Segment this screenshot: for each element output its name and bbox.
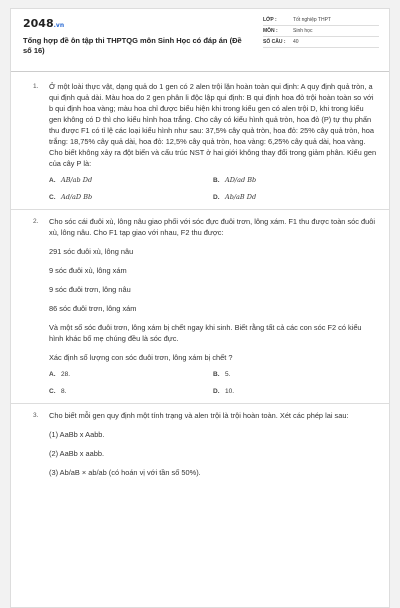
question-1: [25, 81, 377, 203]
meta-row-subject: [263, 26, 379, 37]
question-2: [25, 216, 377, 397]
result-line: 9 sóc đuôi trơn, lông nâu: [49, 285, 131, 294]
cross-line: (3) Ab/aB × ab/ab (có hoán vị với tần số 50%).: [49, 468, 201, 477]
document-meta: [263, 15, 379, 48]
meta-key: SỐ CÂU :: [263, 39, 286, 45]
option-c[interactable]: [49, 192, 213, 203]
question-number: 3.: [33, 412, 39, 419]
option-d[interactable]: [213, 192, 377, 203]
option-b[interactable]: [213, 175, 377, 186]
option-letter: B.: [213, 177, 220, 184]
option-letter: C.: [49, 388, 56, 395]
meta-value: Tốt nghiệp THPT: [293, 17, 331, 23]
result-line: 9 sóc đuôi xù, lông xám: [49, 266, 127, 275]
header-divider: [11, 71, 389, 72]
question-text: Cho biết mỗi gen quy định một tính trạng và alen trội là trội hoàn toàn. Xét các phép lai sau:: [49, 411, 349, 420]
option-text: 10.: [225, 388, 235, 395]
option-letter: A.: [49, 371, 56, 378]
question-text: Ở một loài thực vật, dạng quả do 1 gen có 2 alen trội lặn hoàn toàn qui định: A quy định quả tròn, a qui định quả dài. Màu hoa do 2 gen phân li độc lập qui định: B qui định hoa đỏ trội hoàn toàn so với b qui định hoa vàng; màu hoa chỉ được biểu hiện khi trong kiểu gen có alen trội D, khi trong kiểu gen không có D thì cho kiểu hình hoa trắng. Cho cây có kiểu hình quả tròn, hoa đỏ (P) tự thụ phấn thu được F1 có tỉ lệ các loại kiểu hình như sau: 37,5% cây quả tròn, hoa đỏ: 25% cây quả tròn, hoa trắng: 18,75% cây quả dài, hoa đỏ: 12,5% cây quả tròn, hoa vàng: 6,25% cây quả dài, hoa vàng. Cho biết không xảy ra đột biến và cấu trúc NST ở hai giới không thay đổi trong giảm phân. Kiểu gen của cây P là:: [49, 82, 377, 168]
option-letter: D.: [213, 194, 220, 201]
option-text: Ad/aD Bb: [61, 193, 93, 201]
cross-line: (1) AaBb x Aabb.: [49, 430, 105, 439]
result-line: 291 sóc đuôi xù, lông nâu: [49, 247, 134, 256]
option-text: 8.: [61, 388, 67, 395]
meta-row-count: [263, 37, 379, 48]
option-text: Ab/aB Dd: [225, 193, 257, 201]
meta-row-class: [263, 15, 379, 26]
questions-list: [11, 81, 389, 478]
option-text: AD/ad Bb: [225, 176, 257, 184]
meta-key: LỚP :: [263, 17, 277, 23]
logo-sub: .vn: [53, 22, 65, 29]
option-b[interactable]: [213, 369, 377, 380]
question-divider: [11, 209, 389, 210]
option-a[interactable]: [49, 369, 213, 380]
option-letter: C.: [49, 194, 56, 201]
option-text: AB/ab Dd: [61, 176, 93, 184]
document-header: [11, 9, 389, 71]
question-3: [25, 410, 377, 478]
question-text-continued: Và một số sóc đuôi trơn, lông xám bị chết ngay khi sinh. Biết rằng tất cả các con sóc F2 có kiểu hình khác bố mẹ chúng đều là sóc đực.: [49, 323, 362, 343]
question-text: Cho sóc cái đuôi xù, lông nâu giao phối với sóc đực đuôi trơn, lông xám. F1 thu được toàn sóc đuôi xù, lông nâu. Cho F1 tạp giao với nhau, F2 thu được:: [49, 217, 375, 237]
cross-line: (2) AaBb x aabb.: [49, 449, 105, 458]
option-letter: B.: [213, 371, 220, 378]
document-title: Tổng hợp đề ôn tập thi THPTQG môn Sinh Học có đáp án (Đề số 16): [23, 36, 242, 55]
option-c[interactable]: [49, 386, 213, 397]
meta-value: Sinh học: [293, 28, 313, 34]
question-number: 1.: [33, 83, 39, 90]
logo-main: 2048: [23, 17, 54, 30]
question-number: 2.: [33, 218, 39, 225]
meta-key: MÔN :: [263, 28, 278, 34]
option-d[interactable]: [213, 386, 377, 397]
document-page: [10, 8, 390, 608]
option-text: 28.: [61, 371, 71, 378]
option-letter: A.: [49, 177, 56, 184]
result-line: 86 sóc đuôi trơn, lông xám: [49, 304, 137, 313]
option-text: 5.: [225, 371, 231, 378]
answer-options: [49, 369, 377, 397]
option-letter: D.: [213, 388, 220, 395]
meta-value: 40: [293, 39, 299, 45]
question-prompt: Xác định số lượng con sóc đuôi trơn, lông xám bị chết ?: [49, 353, 233, 362]
option-a[interactable]: [49, 175, 213, 186]
question-divider: [11, 403, 389, 404]
answer-options: [49, 175, 377, 203]
